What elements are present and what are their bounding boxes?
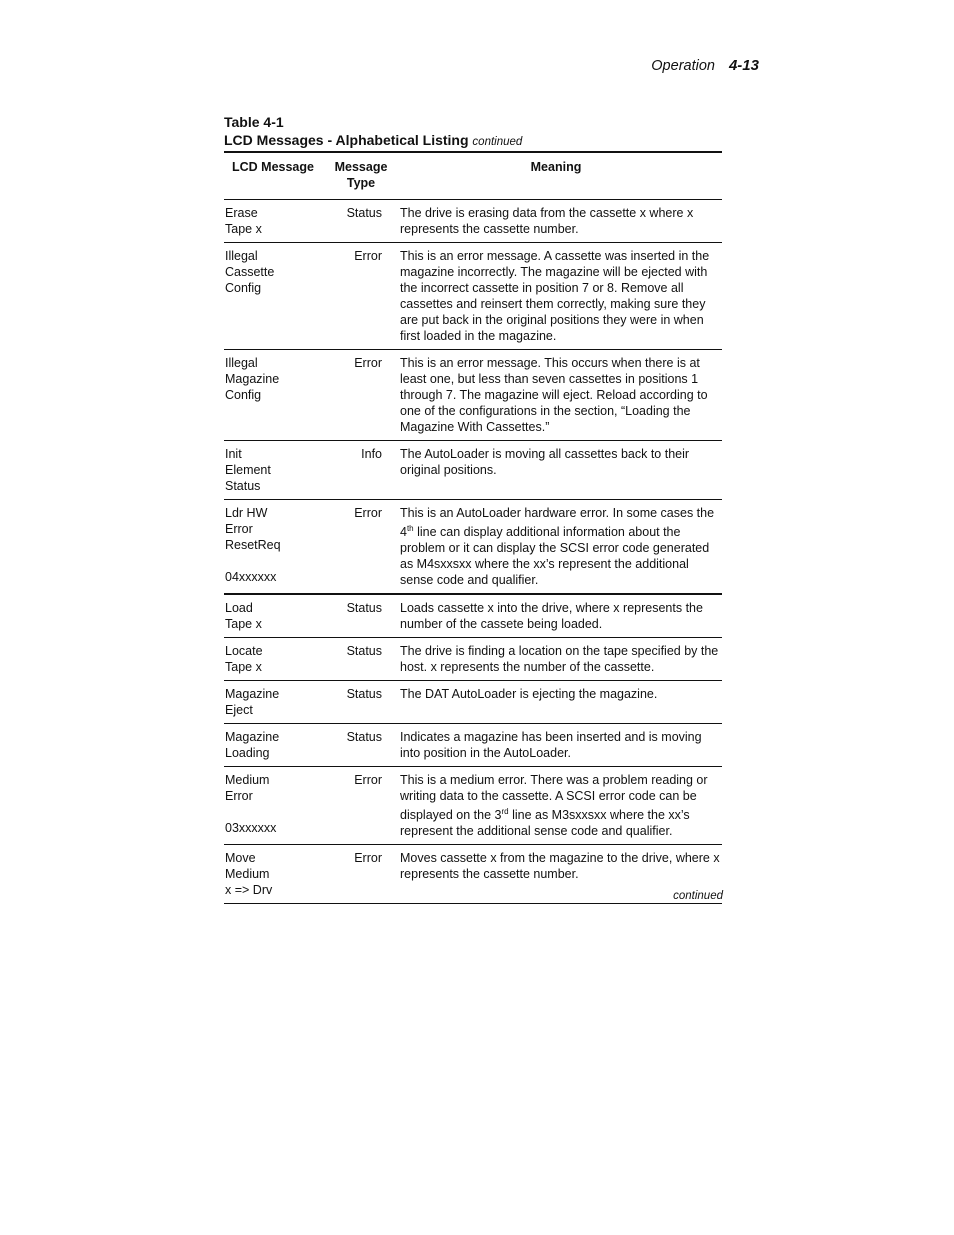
- meaning-cell: The drive is finding a location on the tape specified by the host. x represents the number of the cassette.: [390, 638, 722, 681]
- message-type-cell: Error: [320, 350, 390, 441]
- table-number: Table 4-1: [224, 114, 284, 130]
- message-type-cell: Error: [320, 767, 390, 845]
- message-type-cell: Status: [320, 200, 390, 243]
- header-message-type-line2: Type: [346, 176, 376, 190]
- table-row: [224, 441, 722, 500]
- lcd-message-cell: Illegal Cassette Config: [224, 243, 320, 350]
- lcd-message-cell: Locate Tape x: [224, 638, 320, 681]
- meaning-cell: Indicates a magazine has been inserted and is moving into position in the AutoLoader.: [390, 724, 722, 767]
- header-message-type-line1: Message: [334, 160, 388, 174]
- message-type-cell: Status: [320, 594, 390, 638]
- meaning-text: line can display additional information about the problem or it can display the SCSI error code generated as M4sxxsxx where the xx’s represent the additional sense code and qualifier.: [400, 525, 710, 588]
- running-head: [560, 57, 759, 74]
- message-type-cell: Status: [320, 724, 390, 767]
- message-type-cell: Error: [320, 500, 390, 595]
- meaning-cell: Moves cassette x from the magazine to the drive, where x represents the cassette number.: [390, 845, 722, 904]
- meaning-cell: [390, 767, 722, 845]
- message-type-cell: Status: [320, 638, 390, 681]
- table-row: [224, 638, 722, 681]
- table-caption: [224, 113, 522, 151]
- lcd-message-cell: Magazine Eject: [224, 681, 320, 724]
- section-title: Operation: [651, 58, 715, 74]
- caption-continued: continued: [472, 136, 523, 148]
- table-row: [224, 724, 722, 767]
- lcd-messages-table: [224, 151, 722, 904]
- lcd-message-cell: Load Tape x: [224, 594, 320, 638]
- message-type-cell: Error: [320, 845, 390, 904]
- meaning-cell: The AutoLoader is moving all cassettes back to their original positions.: [390, 441, 722, 500]
- table-row: [224, 767, 722, 845]
- lcd-message-cell: Magazine Loading: [224, 724, 320, 767]
- header-message-type: [320, 152, 390, 200]
- header-meaning: Meaning: [390, 152, 722, 200]
- ordinal-suffix: rd: [501, 807, 509, 817]
- meaning-text: This is an AutoLoader hardware error. In some cases the 4: [400, 506, 715, 540]
- lcd-message-cell: Ldr HW Error ResetReq 04xxxxxx: [224, 500, 320, 595]
- table-row: [224, 243, 722, 350]
- ordinal-suffix: th: [406, 524, 414, 533]
- meaning-text: This is a medium error. There was a problem reading or writing data to the cassette. A SCSI error code can be displayed on the 3: [400, 773, 708, 823]
- lcd-message-cell: Illegal Magazine Config: [224, 350, 320, 441]
- table-row: [224, 200, 722, 243]
- table-row: [224, 594, 722, 638]
- message-type-cell: Error: [320, 243, 390, 350]
- header-lcd-message: LCD Message: [224, 152, 320, 200]
- lcd-message-cell: Erase Tape x: [224, 200, 320, 243]
- meaning-cell: Loads cassette x into the drive, where x represents the number of the cassete being loaded.: [390, 594, 722, 638]
- message-type-cell: Status: [320, 681, 390, 724]
- meaning-cell: The DAT AutoLoader is ejecting the magazine.: [390, 681, 722, 724]
- table-row: [224, 681, 722, 724]
- page-number: 4-13: [728, 57, 759, 74]
- table-header-row: [224, 152, 722, 200]
- meaning-text: line as M3sxxsxx where the xx’s represent the additional sense code and qualifier.: [400, 808, 690, 839]
- message-type-cell: Info: [320, 441, 390, 500]
- meaning-cell: This is an error message. This occurs when there is at least one, but less than seven cassettes in positions 1 through 7. The magazine will eject. Reload according to one of the configurations in the section, “Loading the Magazine With Cassettes.”: [390, 350, 722, 441]
- lcd-message-cell: Move Medium x => Drv: [224, 845, 320, 904]
- meaning-cell: The drive is erasing data from the cassette x where x represents the cassette number.: [390, 200, 722, 243]
- meaning-cell: [390, 500, 722, 595]
- meaning-cell: This is an error message. A cassette was inserted in the magazine incorrectly. The magazine will be ejected with the incorrect cassette in position 7 or 8. Remove all cassettes and reinsert them correctly, making sure they are put back in the original positions they were in when first loaded in the magazine.: [390, 243, 722, 350]
- table-row: [224, 500, 722, 595]
- table-row: [224, 350, 722, 441]
- lcd-message-cell: Medium Error 03xxxxxx: [224, 767, 320, 845]
- table-title-line: [224, 131, 522, 151]
- lcd-message-cell: Init Element Status: [224, 441, 320, 500]
- table-title: LCD Messages - Alphabetical Listing: [224, 132, 469, 148]
- footer-continued: continued: [673, 890, 723, 902]
